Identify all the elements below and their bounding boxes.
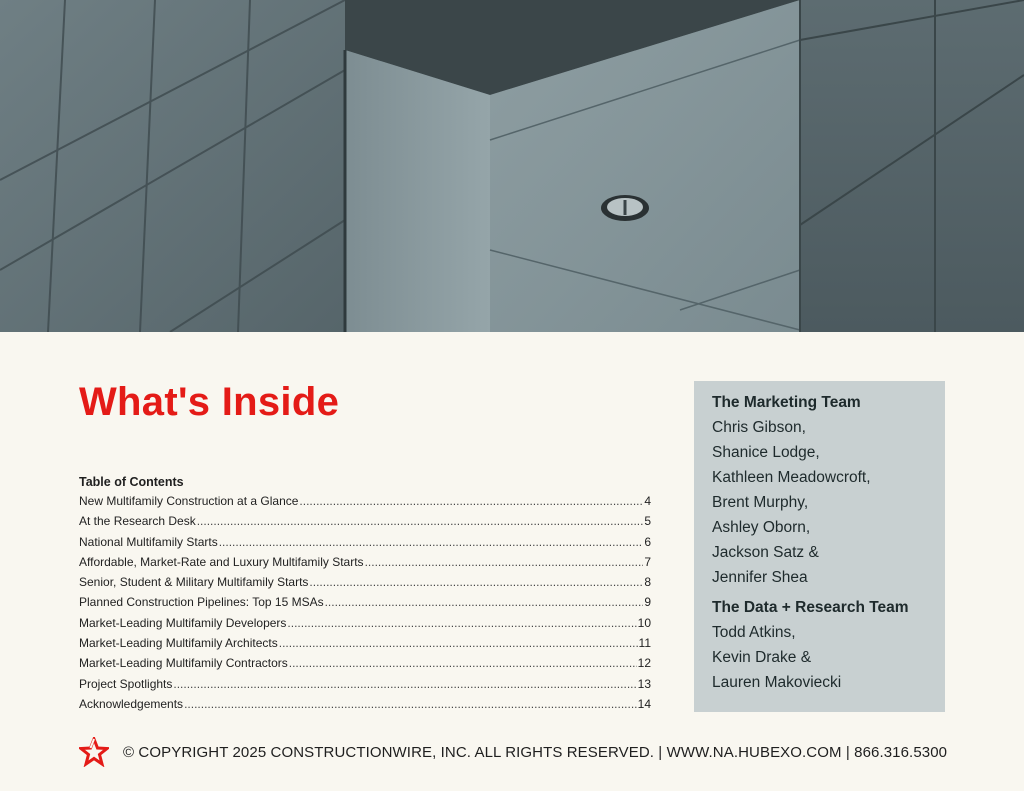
toc-entry-label: Acknowledgements (79, 696, 184, 711)
team-member: Lauren Makoviecki (712, 674, 842, 691)
toc-leader (173, 674, 636, 694)
toc-entry-page: 12 (637, 656, 651, 671)
team-member: Brent Murphy, (712, 494, 809, 511)
research-team-heading: The Data + Research Team (712, 599, 909, 616)
toc-heading: Table of Contents (79, 475, 184, 489)
toc-leader (325, 592, 644, 612)
toc-leader (279, 633, 638, 653)
toc-entry[interactable] (79, 613, 651, 633)
toc-entry-label: At the Research Desk (79, 514, 196, 529)
toc-leader (287, 613, 636, 633)
toc-entry[interactable] (79, 653, 651, 673)
toc-entry-page: 5 (644, 514, 651, 529)
toc-entry-page: 11 (638, 636, 651, 651)
toc-leader (309, 572, 643, 592)
toc-leader (184, 694, 637, 714)
toc-entry[interactable] (79, 532, 651, 552)
toc-leader (299, 491, 643, 511)
toc-entry-page: 4 (644, 494, 651, 508)
team-member: Ashley Oborn, (712, 519, 811, 536)
team-member: Jennifer Shea (712, 569, 808, 586)
toc-entry[interactable] (79, 694, 651, 714)
page-title: What's Inside (79, 380, 340, 424)
toc-leader (219, 532, 644, 552)
toc-entry-label: Market-Leading Multifamily Developers (79, 615, 287, 630)
footer (79, 737, 947, 767)
team-member: Kevin Drake & (712, 649, 812, 666)
toc-entry-page: 14 (637, 696, 651, 711)
toc-entry-label: Project Spotlights (79, 676, 173, 691)
toc-entry-page: 9 (644, 595, 651, 610)
toc-entry-label: National Multifamily Starts (79, 534, 218, 549)
toc-entry-page: 8 (644, 575, 651, 590)
star-logo-icon (79, 737, 109, 767)
toc-entry-page: 6 (644, 534, 651, 549)
team-credits-box (694, 381, 945, 712)
team-member: Jackson Satz & (712, 544, 819, 561)
toc-leader (365, 552, 644, 572)
toc-entry-label: Market-Leading Multifamily Architects (79, 636, 278, 651)
toc-entry-page: 7 (644, 554, 651, 569)
toc-entry-label: Affordable, Market-Rate and Luxury Multifamily Starts (79, 554, 364, 569)
toc-entry[interactable] (79, 491, 651, 511)
hero-building-image (0, 0, 1024, 332)
team-member: Shanice Lodge, (712, 444, 820, 461)
team-spacer (712, 590, 945, 598)
toc-entry[interactable] (79, 592, 651, 612)
team-member: Chris Gibson, (712, 419, 806, 436)
toc-entry-page: 13 (637, 676, 651, 691)
toc-entry-label: New Multifamily Construction at a Glance (79, 494, 299, 508)
toc-entry-label: Senior, Student & Military Multifamily Starts (79, 575, 309, 590)
copyright-text: © COPYRIGHT 2025 CONSTRUCTIONWIRE, INC. ALL RIGHTS RESERVED. | WWW.NA.HUBEXO.COM | 866.316.5300 (123, 743, 948, 761)
building-facade-illustration (0, 0, 1024, 332)
table-of-contents (79, 473, 651, 714)
toc-entry-label: Planned Construction Pipelines: Top 15 MSAs (79, 595, 324, 610)
toc-entry[interactable] (79, 572, 651, 592)
toc-entry[interactable] (79, 511, 651, 531)
toc-leader (197, 511, 644, 531)
marketing-team-heading: The Marketing Team (712, 394, 861, 411)
toc-entry[interactable] (79, 633, 651, 653)
team-member: Todd Atkins, (712, 624, 796, 641)
toc-leader (289, 653, 637, 673)
team-member: Kathleen Meadowcroft, (712, 469, 871, 486)
toc-entry-label: Market-Leading Multifamily Contractors (79, 656, 288, 671)
toc-entry[interactable] (79, 552, 651, 572)
toc-entry[interactable] (79, 674, 651, 694)
toc-entry-page: 10 (637, 615, 651, 630)
